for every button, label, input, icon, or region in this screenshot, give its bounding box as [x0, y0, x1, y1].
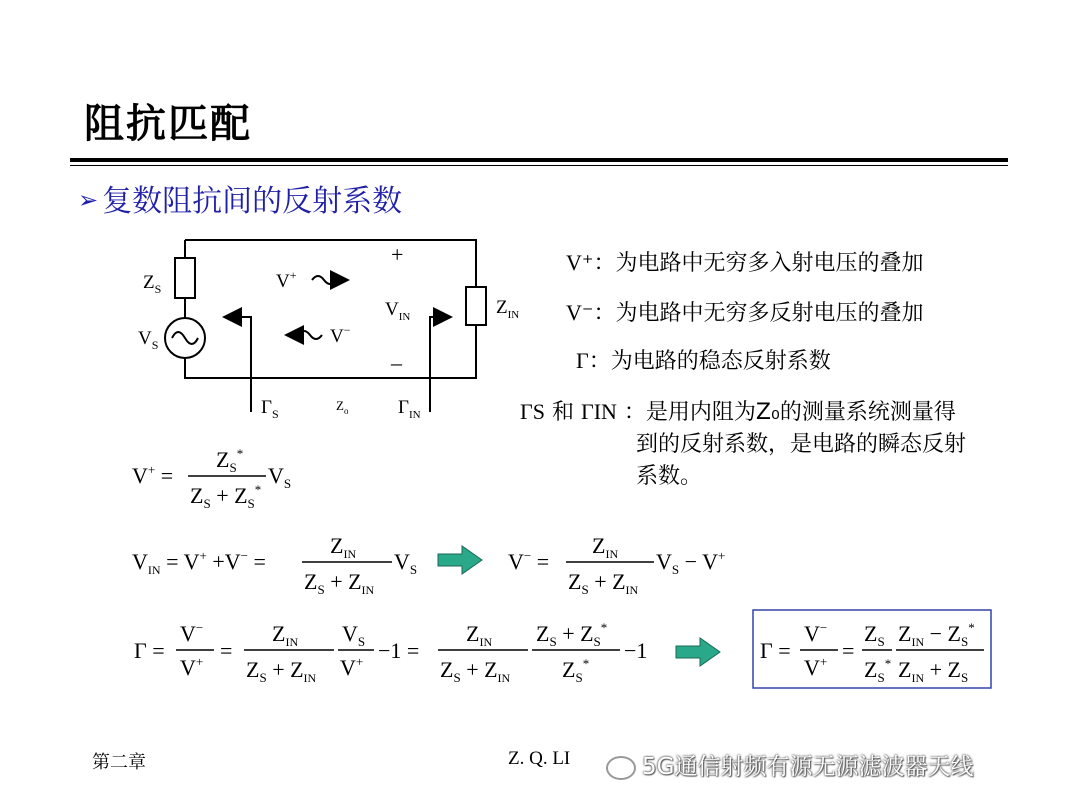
gamma-description	[520, 396, 1050, 493]
svg-text:V− =: V− =	[508, 548, 550, 574]
svg-text:Γ =: Γ =	[134, 638, 165, 663]
minus-label: –	[391, 350, 402, 375]
svg-text:ZS: $Z_S$	[864, 621, 885, 649]
eq-vin	[132, 533, 725, 597]
eq-v-plus	[132, 446, 291, 511]
desc-line-1: ：是用内阻为Z₀的测量系统测量得	[623, 400, 956, 425]
implies-arrow-icon-2	[676, 638, 720, 666]
v-plus-wave	[312, 276, 346, 284]
svg-text:ZIN: $Z_{IN}$	[272, 621, 299, 649]
svg-text:=: =	[842, 638, 855, 663]
sine-icon	[172, 332, 198, 344]
gamma-in-symbol: ΓIN	[580, 399, 617, 424]
svg-text:VS: $V_S$	[268, 463, 292, 491]
wechat-icon	[606, 756, 636, 780]
definition-symbol: V⁻	[566, 300, 594, 325]
svg-text:V+: V+	[804, 654, 828, 680]
definition-v-minus: V⁻：为电路中无穷多反射电压的叠加	[566, 300, 924, 326]
zs-label: $Z_S$	[143, 272, 162, 296]
bullet-arrow-icon: ➢	[78, 186, 99, 214]
definition-symbol: V⁺	[566, 250, 594, 275]
svg-text:V+: V+	[180, 654, 204, 680]
svg-text:ZS + ZIN: $Z_S + Z_{IN}$	[440, 657, 511, 685]
circuit-diagram	[165, 240, 486, 412]
subtitle-text: 复数阻抗间的反射系数	[102, 184, 403, 219]
desc-line-3: 系数。	[636, 464, 703, 489]
svg-text:ZIN: $Z_{IN}$	[466, 621, 493, 649]
zin-resistor	[466, 287, 486, 325]
svg-text:ZS*: $Z_S^*$	[864, 656, 892, 685]
svg-text:V−: V−	[804, 620, 828, 646]
definition-text: 为电路中无穷多入射电压的叠加	[615, 251, 924, 276]
svg-text:ZS + ZIN: $Z_S + Z_{IN}$	[246, 657, 317, 685]
and-word: 和	[551, 400, 574, 425]
zin-label: $Z_{IN}$	[496, 297, 520, 321]
implies-arrow-icon-1	[438, 546, 482, 574]
svg-text:ZS + ZS*: $Z_S + Z_S^*$	[536, 620, 608, 649]
v-minus-wave	[288, 331, 322, 339]
definition-v-plus: V⁺：为电路中无穷多入射电压的叠加	[566, 250, 924, 276]
definition-symbol: Γ	[576, 348, 589, 373]
svg-text:ZIN: $Z_{IN}$	[592, 533, 619, 561]
svg-text:VS: $V_S$	[394, 549, 418, 577]
svg-text:=: =	[220, 638, 233, 663]
svg-text:−1: −1	[624, 638, 648, 663]
vs-label: $V_S$	[138, 328, 159, 352]
zs-resistor	[175, 258, 195, 298]
svg-text:VIN = V+ +V− =: $V_{IN} = V^+ +V^-$ =	[132, 548, 266, 577]
footer-chapter: 第二章	[92, 752, 146, 773]
watermark	[606, 748, 973, 781]
page-title: 阻抗匹配	[84, 101, 252, 147]
svg-text:ZIN: $Z_{IN}$	[330, 533, 357, 561]
svg-text:−1 =: −1 =	[378, 638, 420, 663]
footer-author: Z. Q. LI	[508, 748, 571, 769]
svg-text:ZS*: $Z_S^*$	[562, 656, 590, 685]
definition-text: 为电路的稳态反射系数	[610, 349, 831, 374]
watermark-text: 5G通信射频有源无源滤波器天线	[642, 754, 974, 780]
z0-label: $Z_o$	[336, 398, 349, 416]
vin-label: $V_{IN}$	[385, 299, 411, 323]
v-minus-label: V−	[330, 323, 351, 347]
svg-text:V+: V+	[340, 654, 364, 680]
svg-text:VS: $V_S$	[342, 621, 366, 649]
svg-text:ZS + ZIN: $Z_S + Z_{IN}$	[568, 569, 639, 597]
gamma-s-label: $\Gamma_S$	[261, 397, 279, 421]
svg-text:ZIN − ZS*: $Z_{IN} - Z_S^*$	[898, 620, 975, 649]
eq-result	[760, 620, 984, 685]
svg-text:Γ =: Γ =	[760, 638, 791, 663]
gamma-in-arrow	[430, 317, 449, 412]
svg-text:ZS + ZIN: $Z_S + Z_{IN}$	[304, 569, 375, 597]
svg-text:V−: V−	[180, 620, 204, 646]
gamma-in-label: $\Gamma_{IN}$	[398, 397, 421, 421]
desc-line-2: 到的反射系数，是电路的瞬态反射	[636, 432, 967, 457]
plus-label: +	[391, 242, 404, 267]
definition-gamma: Γ：为电路的稳态反射系数	[576, 348, 831, 374]
svg-text:ZS + ZS*: $Z_S + Z_S^*$	[190, 482, 262, 511]
svg-text:V+ =: V+ =	[132, 462, 174, 488]
top-wire	[185, 240, 476, 287]
svg-text:VS − V+: $V_S - V^+$	[656, 548, 726, 577]
svg-text:ZS*: $Z_S^*$	[216, 446, 244, 475]
definition-text: 为电路中无穷多反射电压的叠加	[615, 301, 924, 326]
eq-gamma	[134, 620, 647, 685]
gamma-s-arrow	[226, 317, 251, 412]
v-plus-label: V+	[276, 268, 297, 292]
svg-text:ZIN + ZS: $Z_{IN} + Z_S$	[898, 657, 969, 685]
gamma-s-symbol: ΓS	[520, 399, 545, 424]
